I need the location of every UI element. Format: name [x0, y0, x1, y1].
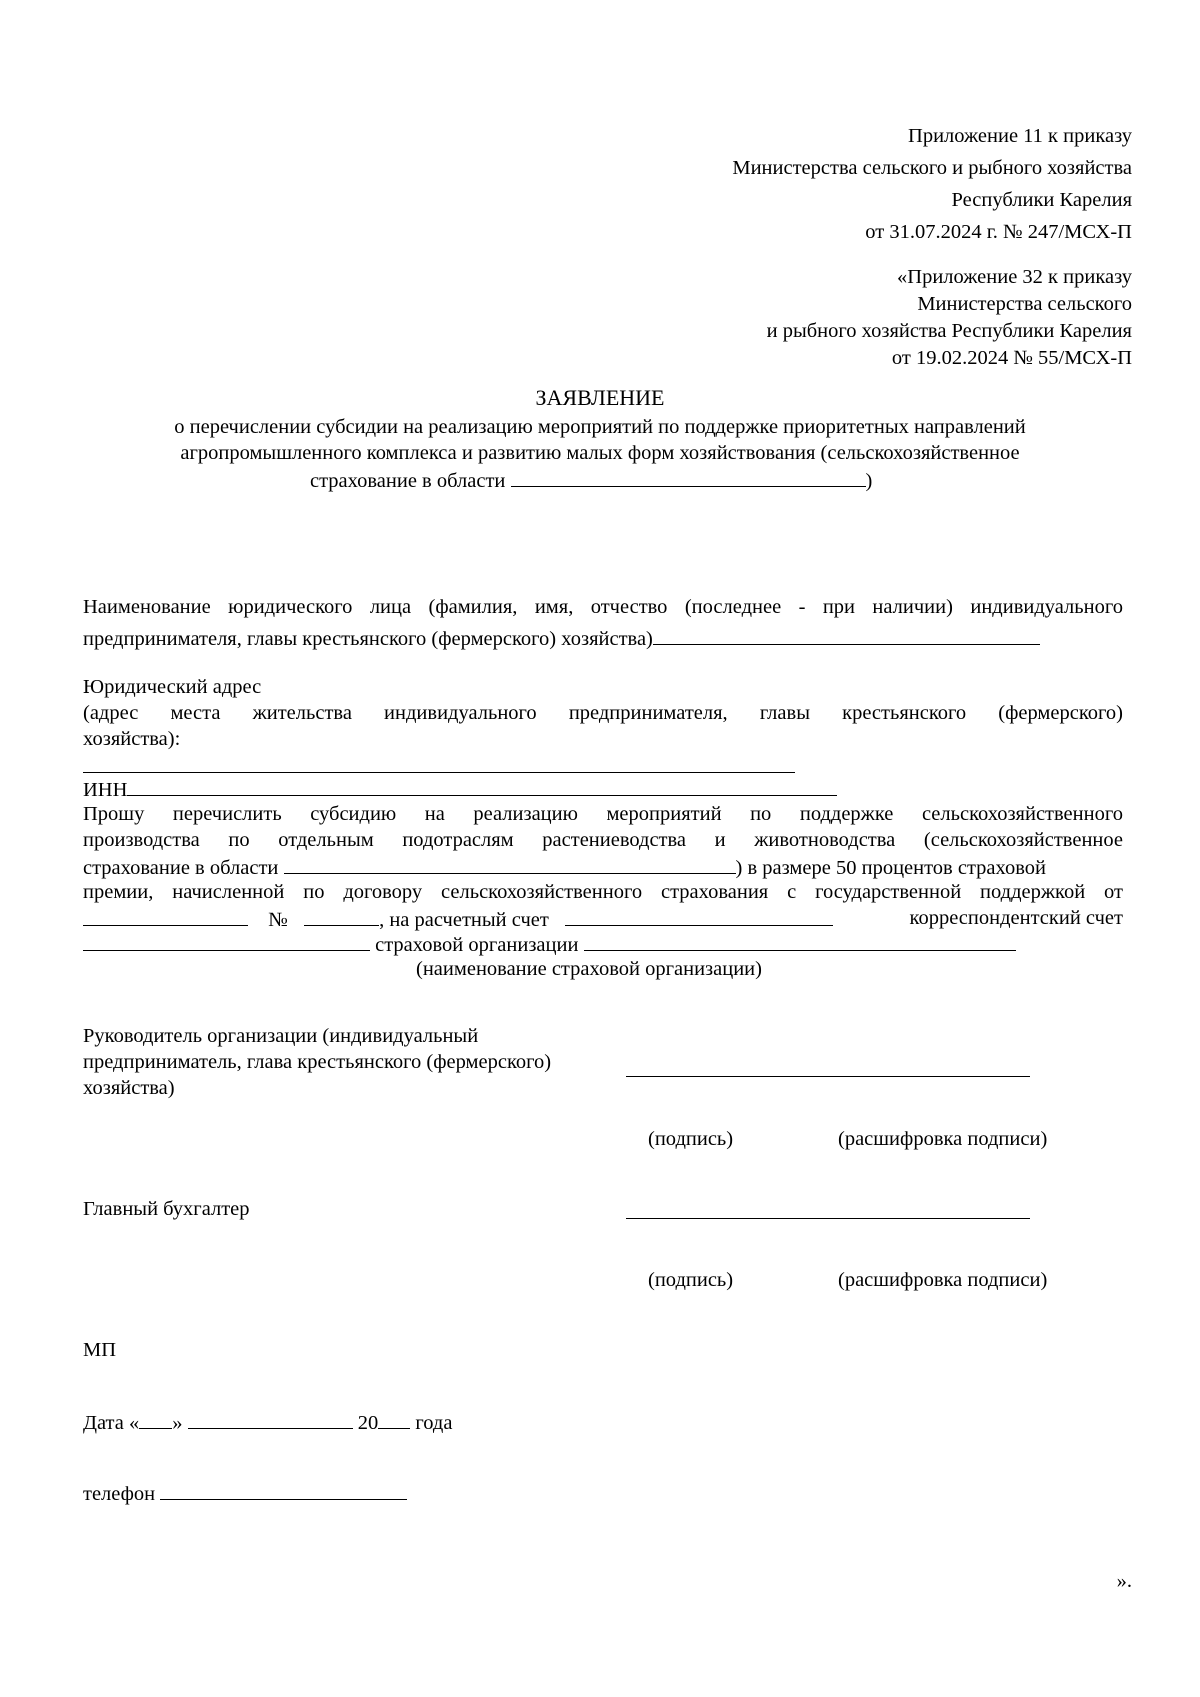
title-subtitle-line1: о перечислении субсидии на реализацию мероприятий по поддержке приоритетных направлений	[174, 416, 1026, 438]
head-line1: Руководитель организации (индивидуальный	[83, 1025, 479, 1047]
date-year-field[interactable]	[378, 1409, 410, 1429]
date-year-suffix: года	[415, 1412, 453, 1434]
header-block1-line3: Республики Карелия	[951, 189, 1132, 211]
corr-account-field[interactable]	[83, 931, 370, 951]
org-caption: (наименование страховой организации)	[416, 958, 762, 980]
header-block1-line4: от 31.07.2024 г. № 247/МСХ-П	[865, 221, 1132, 243]
document-title: ЗАЯВЛЕНИЕ	[535, 385, 665, 410]
date-label: Дата «	[83, 1412, 140, 1434]
inn-row	[83, 776, 837, 803]
accountant-signature-field[interactable]	[626, 1218, 1030, 1219]
contract-date-field[interactable]	[83, 906, 248, 926]
title-subtitle-line3-end: )	[865, 470, 873, 492]
title-subtitle-line2: агропромышленного комплекса и развитию малых форм хозяйствования (сельскохозяйственное	[180, 442, 1020, 464]
request-line2: производства по отдельным подотраслям растениеводства и животноводства (сельскохозяйственное	[83, 829, 1123, 851]
date-row	[83, 1409, 452, 1436]
closing-quote: ».	[1116, 1570, 1132, 1592]
inn-field[interactable]	[127, 776, 837, 796]
applicant-line2-text: предпринимателя, главы крестьянского (фермерского) хозяйства)	[83, 628, 653, 650]
header-block2-line1: «Приложение 32 к приказу	[897, 266, 1132, 288]
applicant-line2	[83, 625, 1040, 652]
date-close-quote: »	[172, 1412, 183, 1434]
request-line3-end: ) в размере 50 процентов страховой	[735, 857, 1046, 879]
inn-label: ИНН	[83, 779, 128, 801]
title-field-area[interactable]	[511, 467, 866, 487]
address-line2: хозяйства):	[83, 728, 181, 750]
request-area-field[interactable]	[284, 854, 736, 874]
applicant-name-field[interactable]	[653, 625, 1040, 645]
head-decode-caption: (расшифровка подписи)	[838, 1128, 1048, 1150]
phone-row	[83, 1480, 407, 1507]
settlement-account-field[interactable]	[565, 906, 833, 926]
contract-number-field[interactable]	[304, 906, 379, 926]
header-block1-line2: Министерства сельского и рыбного хозяйства	[732, 157, 1132, 179]
header-block2-line3: и рыбного хозяйства Республики Карелия	[766, 320, 1132, 342]
request-line6	[83, 931, 1016, 958]
head-line2: предприниматель, глава крестьянского (фермерского)	[83, 1051, 552, 1073]
request-line5	[83, 906, 1123, 933]
head-line3: хозяйства)	[83, 1077, 175, 1099]
request-line5-account: , на расчетный счет	[379, 909, 549, 931]
accountant-label: Главный бухгалтер	[83, 1198, 250, 1220]
header-block2-line2: Министерства сельского	[917, 293, 1132, 315]
accountant-sign-caption: (подпись)	[648, 1269, 734, 1291]
stamp-label: МП	[83, 1339, 117, 1361]
title-subtitle-line3	[310, 467, 872, 494]
address-label: Юридический адрес	[83, 676, 262, 698]
accountant-decode-caption: (расшифровка подписи)	[838, 1269, 1048, 1291]
request-line1: Прошу перечислить субсидию на реализацию мероприятий по поддержке сельскохозяйственного	[83, 803, 1123, 825]
date-month-field[interactable]	[188, 1409, 353, 1429]
request-line3	[83, 854, 1046, 881]
request-line3-start: страхование в области	[83, 857, 279, 879]
date-year-prefix: 20	[357, 1412, 379, 1434]
request-line5-no: №	[268, 909, 288, 931]
applicant-line1: Наименование юридического лица (фамилия, имя, отчество (последнее - при наличии) индивидуального	[83, 596, 1123, 618]
header-block1-line1: Приложение 11 к приказу	[908, 125, 1132, 147]
head-sign-caption: (подпись)	[648, 1128, 734, 1150]
phone-label: телефон	[83, 1483, 156, 1505]
insurance-org-field[interactable]	[584, 931, 1016, 951]
address-field[interactable]	[83, 772, 795, 773]
title-subtitle-line3-start: страхование в области	[310, 470, 506, 492]
request-line6-org: страховой организации	[375, 934, 579, 956]
date-day-field[interactable]	[139, 1409, 172, 1429]
request-line5-corr: корреспондентский счет	[909, 907, 1123, 929]
head-signature-field[interactable]	[626, 1076, 1030, 1077]
address-line1: (адрес места жительства индивидуального предпринимателя, главы крестьянского (фермерского)	[83, 702, 1123, 724]
phone-field[interactable]	[160, 1480, 407, 1500]
request-line4: премии, начисленной по договору сельскохозяйственного страхования с государственной поддержкой от	[83, 881, 1123, 903]
header-block2-line4: от 19.02.2024 № 55/МСХ-П	[891, 347, 1132, 369]
